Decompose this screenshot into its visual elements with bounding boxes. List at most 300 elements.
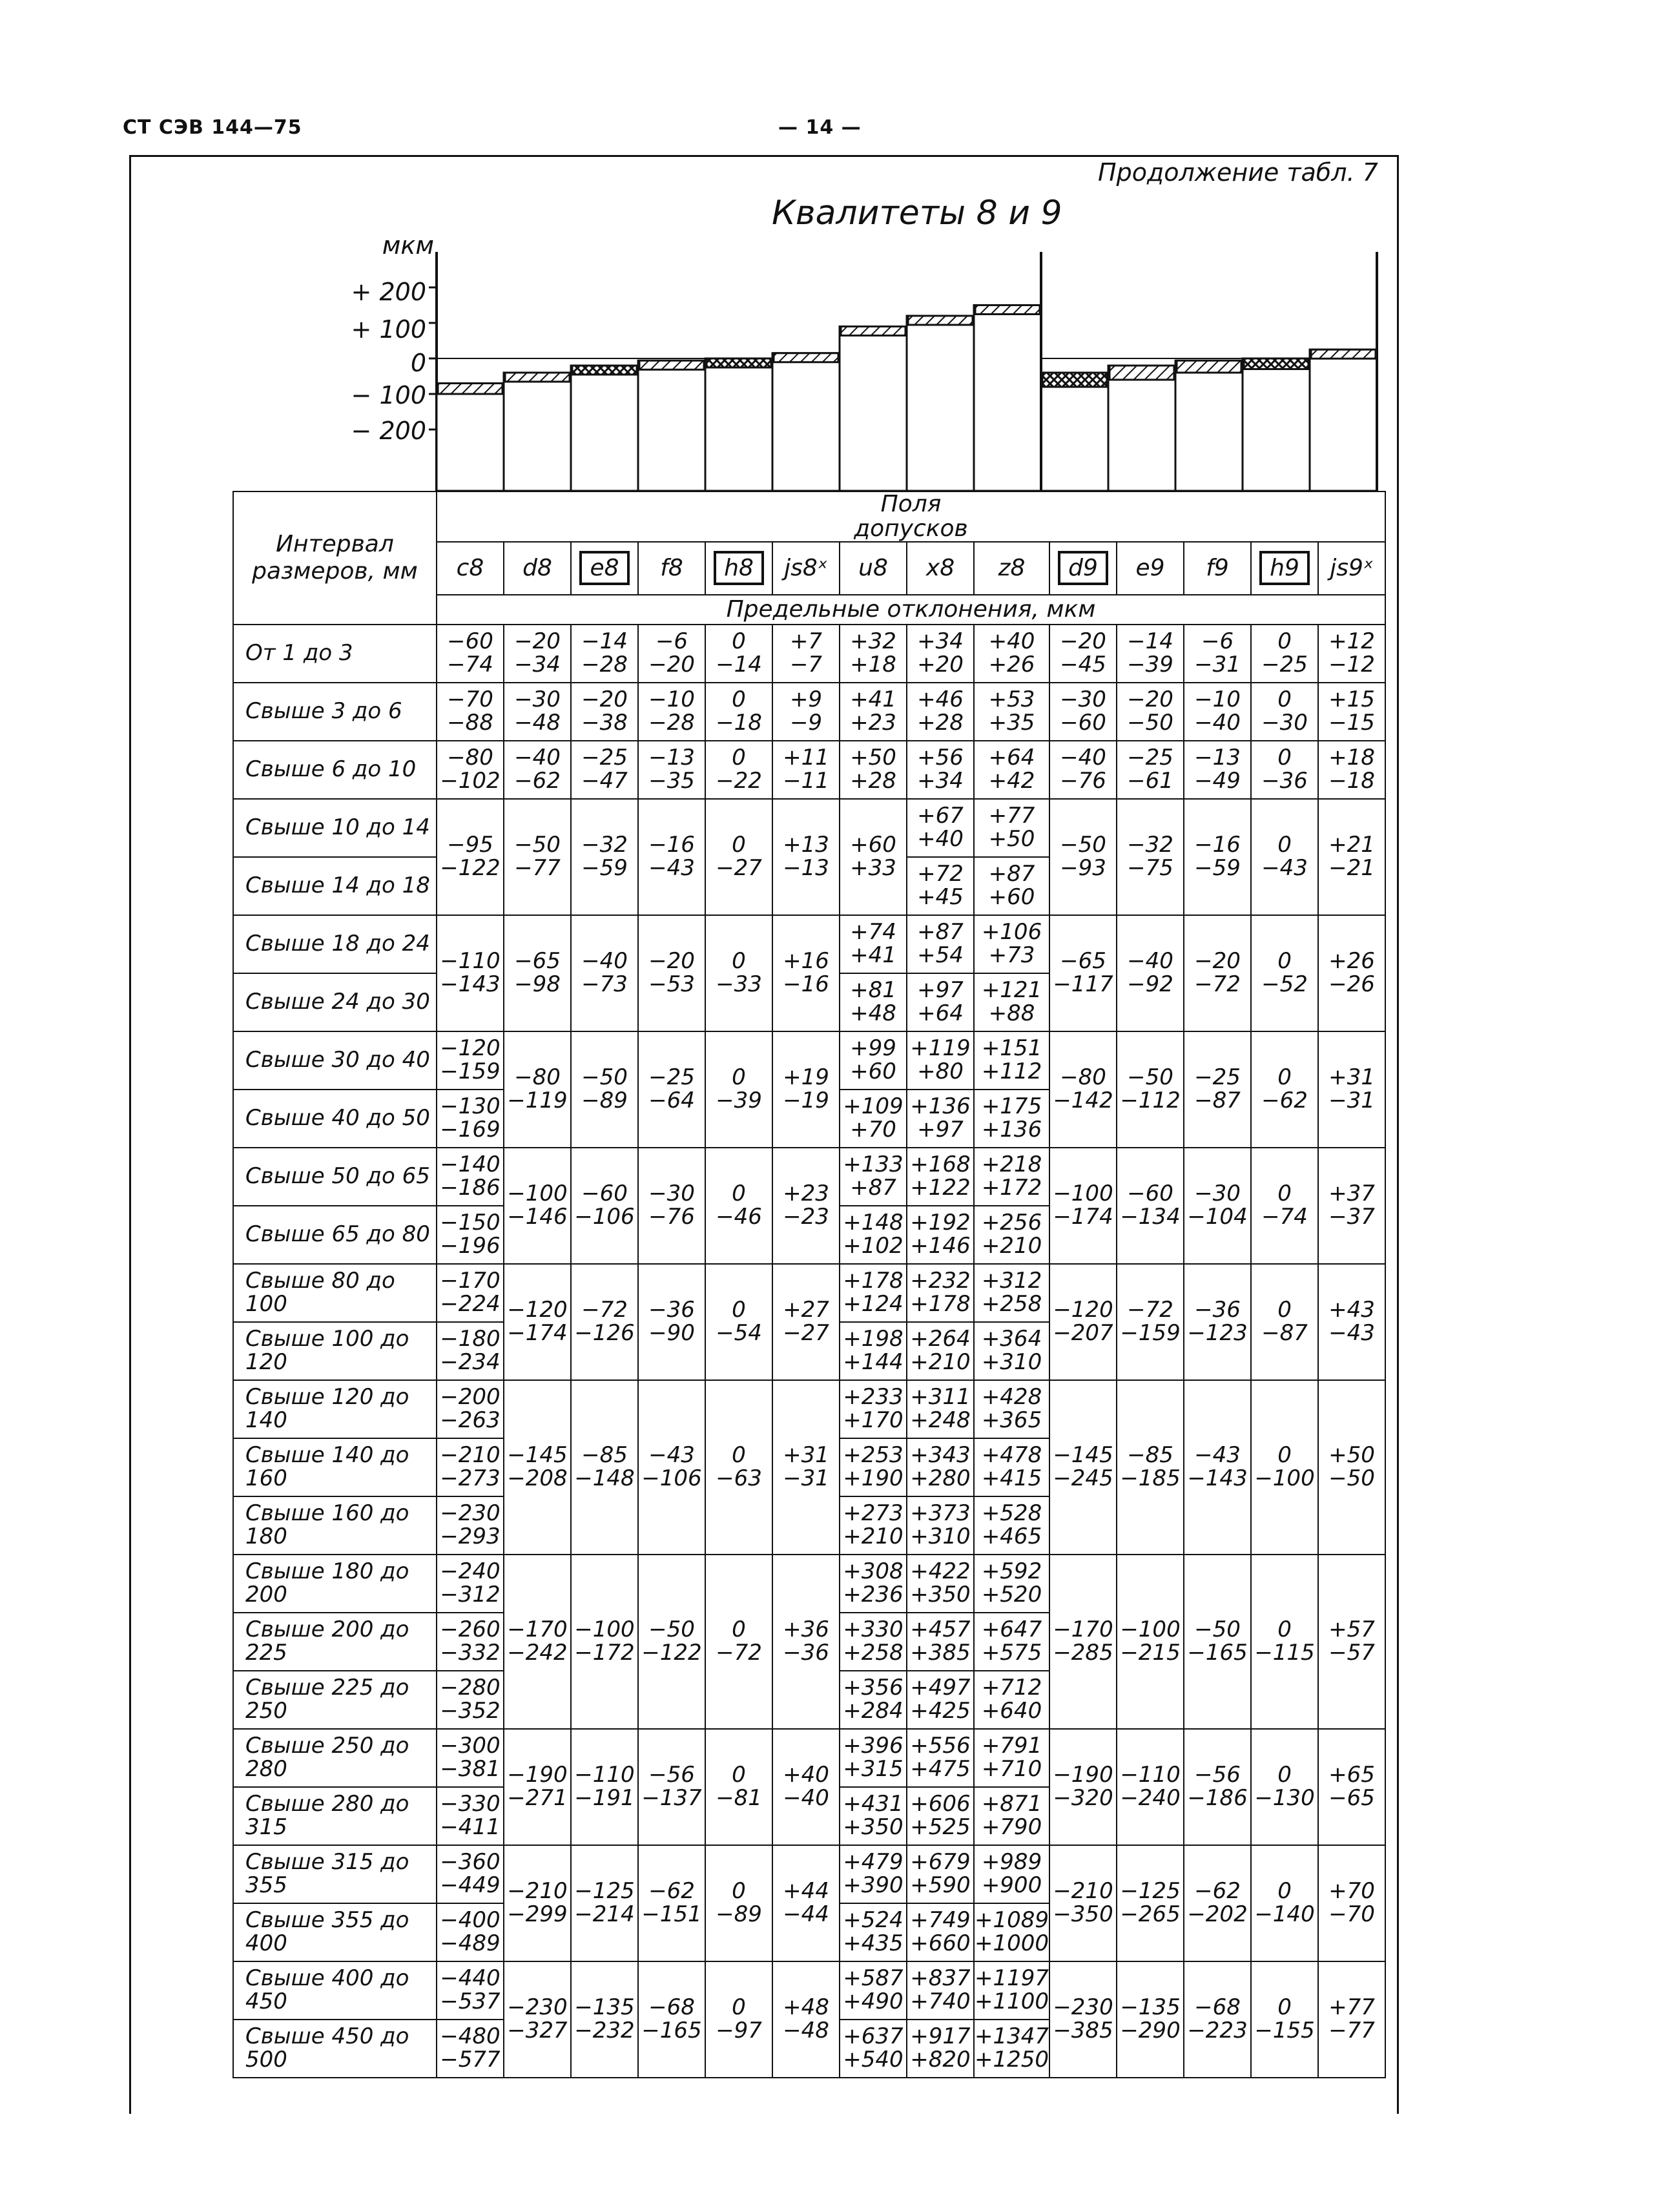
cell-x8: +72 +45 [907, 857, 974, 915]
cell-f9: −25 −87 [1184, 1031, 1251, 1148]
cell-d9: −170 −285 [1049, 1555, 1117, 1729]
tolerance-chart [0, 0, 1663, 491]
cell-h9: 0 −43 [1251, 799, 1318, 915]
tolerance-zone-f9 [1177, 360, 1241, 373]
cell-h9: 0 −30 [1251, 683, 1318, 741]
bar-js9 [1310, 349, 1377, 491]
column-header-u8: u8 [840, 542, 907, 595]
cell-js9: +77 −77 [1318, 1961, 1385, 2078]
cell-e8: −85 −148 [571, 1380, 638, 1555]
cell-f9: −10 −40 [1184, 683, 1251, 741]
y-tick-label: − 200 [351, 417, 426, 445]
cell-c8: −300 −381 [437, 1729, 504, 1787]
cell-h9: 0 −140 [1251, 1845, 1318, 1961]
cell-z8: +121 +88 [974, 973, 1049, 1031]
cell-z8: +364 +310 [974, 1322, 1049, 1380]
cell-f8: −62 −151 [638, 1845, 705, 1961]
cell-x8: +606 +525 [907, 1787, 974, 1845]
tolerance-zone-x8 [908, 316, 973, 325]
cell-f9: −36 −123 [1184, 1264, 1251, 1380]
cell-c8: −400 −489 [437, 1903, 504, 1961]
cell-js9: +50 −50 [1318, 1380, 1385, 1555]
cell-d8: −80 −119 [504, 1031, 571, 1148]
bar-e8 [571, 366, 638, 491]
cell-d8: −190 −271 [504, 1729, 571, 1845]
row-label: Свыше 200 до 225 [233, 1613, 437, 1671]
cell-d9: −80 −142 [1049, 1031, 1117, 1148]
cell-c8: −480 −577 [437, 2020, 504, 2078]
cell-z8: +87 +60 [974, 857, 1049, 915]
cell-x8: +749 +660 [907, 1903, 974, 1961]
cell-x8: +136 +97 [907, 1090, 974, 1148]
cell-f8: −50 −122 [638, 1555, 705, 1729]
cell-d9: −65 −117 [1049, 915, 1117, 1031]
cell-h8: 0 −63 [705, 1380, 772, 1555]
cell-e9: −125 −265 [1117, 1845, 1184, 1961]
column-header-f9: f9 [1184, 542, 1251, 595]
row-label: Свыше 24 до 30 [233, 973, 437, 1031]
row-label: Свыше 140 до 160 [233, 1438, 437, 1496]
cell-h9: 0 −155 [1251, 1961, 1318, 2078]
continuation-note: Продолжение табл. 7 [1098, 158, 1378, 187]
cell-h8: 0 −14 [705, 625, 772, 683]
bar-z8 [974, 305, 1041, 491]
column-header-d8: d8 [504, 542, 571, 595]
cell-d8: −20 −34 [504, 625, 571, 683]
tolerance-zone-f8 [639, 360, 704, 369]
cell-u8: +60 +33 [840, 799, 907, 915]
row-label: Свыше 6 до 10 [233, 741, 437, 799]
tolerance-zone-js9 [1311, 349, 1376, 358]
cell-f9: −6 −31 [1184, 625, 1251, 683]
cell-c8: −70 −88 [437, 683, 504, 741]
page-number: — 14 — [778, 116, 862, 139]
cell-c8: −170 −224 [437, 1264, 504, 1322]
cell-x8: +232 +178 [907, 1264, 974, 1322]
row-label: Свыше 14 до 18 [233, 857, 437, 915]
cell-x8: +457 +385 [907, 1613, 974, 1671]
cell-u8: +356 +284 [840, 1671, 907, 1729]
deviations-header: Предельные отклонения, мкм [437, 595, 1385, 625]
cell-f8: −13 −35 [638, 741, 705, 799]
cell-js9: +65 −65 [1318, 1729, 1385, 1845]
cell-e9: −100 −215 [1117, 1555, 1184, 1729]
cell-z8: +871 +790 [974, 1787, 1049, 1845]
cell-h8: 0 −89 [705, 1845, 772, 1961]
cell-f9: −50 −165 [1184, 1555, 1251, 1729]
cell-e9: −60 −134 [1117, 1148, 1184, 1264]
cell-f8: −68 −165 [638, 1961, 705, 2078]
cell-x8: +497 +425 [907, 1671, 974, 1729]
cell-h8: 0 −18 [705, 683, 772, 741]
cell-d9: −230 −385 [1049, 1961, 1117, 2078]
cell-js8: +36 −36 [772, 1555, 840, 1729]
row-label: Свыше 225 до 250 [233, 1671, 437, 1729]
tolerance-zone-d9 [1042, 373, 1107, 387]
column-header-js9: js9ˣ [1318, 542, 1385, 595]
tolerance-table [232, 491, 1386, 2078]
row-label: Свыше 40 до 50 [233, 1090, 437, 1148]
cell-x8: +97 +64 [907, 973, 974, 1031]
cell-c8: −140 −186 [437, 1148, 504, 1206]
column-header-h8: h8 [705, 542, 772, 595]
cell-c8: −80 −102 [437, 741, 504, 799]
column-header-js8: js8ˣ [772, 542, 840, 595]
cell-d9: −145 −245 [1049, 1380, 1117, 1555]
cell-e8: −72 −126 [571, 1264, 638, 1380]
cell-d8: −145 −208 [504, 1380, 571, 1555]
column-header-e8: e8 [571, 542, 638, 595]
cell-e9: −135 −290 [1117, 1961, 1184, 2078]
cell-x8: +556 +475 [907, 1729, 974, 1787]
cell-e8: −110 −191 [571, 1729, 638, 1845]
tolerance-zone-d8 [505, 373, 570, 382]
cell-u8: +253 +190 [840, 1438, 907, 1496]
cell-c8: −110 −143 [437, 915, 504, 1031]
cell-f8: −20 −53 [638, 915, 705, 1031]
cell-js9: +21 −21 [1318, 799, 1385, 915]
cell-d9: −30 −60 [1049, 683, 1117, 741]
cell-c8: −150 −196 [437, 1206, 504, 1264]
cell-u8: +273 +210 [840, 1496, 907, 1555]
row-label: Свыше 65 до 80 [233, 1206, 437, 1264]
column-header-x8: x8 [907, 542, 974, 595]
bar-x8 [907, 316, 974, 491]
cell-h9: 0 −115 [1251, 1555, 1318, 1729]
cell-h8: 0 −54 [705, 1264, 772, 1380]
cell-h9: 0 −25 [1251, 625, 1318, 683]
tolerance-zone-u8 [841, 327, 905, 336]
bar-js8 [772, 353, 840, 491]
cell-d9: −120 −207 [1049, 1264, 1117, 1380]
cell-f9: −20 −72 [1184, 915, 1251, 1031]
cell-z8: +64 +42 [974, 741, 1049, 799]
cell-e9: −20 −50 [1117, 683, 1184, 741]
cell-d9: −40 −76 [1049, 741, 1117, 799]
cell-z8: +478 +415 [974, 1438, 1049, 1496]
cell-e8: −32 −59 [571, 799, 638, 915]
y-tick-label: + 100 [351, 315, 426, 344]
cell-e9: −25 −61 [1117, 741, 1184, 799]
cell-x8: +168 +122 [907, 1148, 974, 1206]
cell-z8: +989 +900 [974, 1845, 1049, 1903]
row-label: Свыше 250 до 280 [233, 1729, 437, 1787]
cell-d9: −190 −320 [1049, 1729, 1117, 1845]
cell-h9: 0 −87 [1251, 1264, 1318, 1380]
cell-c8: −260 −332 [437, 1613, 504, 1671]
cell-f8: −10 −28 [638, 683, 705, 741]
cell-z8: +53 +35 [974, 683, 1049, 741]
column-header-f8: f8 [638, 542, 705, 595]
cell-js9: +43 −43 [1318, 1264, 1385, 1380]
cell-h9: 0 −36 [1251, 741, 1318, 799]
bar-e9 [1108, 366, 1175, 491]
cell-js8: +27 −27 [772, 1264, 840, 1380]
bar-f9 [1175, 360, 1243, 491]
cell-f9: −30 −104 [1184, 1148, 1251, 1264]
cell-z8: +712 +640 [974, 1671, 1049, 1729]
cell-js9: +57 −57 [1318, 1555, 1385, 1729]
cell-d8: −50 −77 [504, 799, 571, 915]
row-label: Свыше 30 до 40 [233, 1031, 437, 1090]
cell-js8: +16 −16 [772, 915, 840, 1031]
cell-h9: 0 −100 [1251, 1380, 1318, 1555]
row-label: Свыше 180 до 200 [233, 1555, 437, 1613]
cell-e9: −50 −112 [1117, 1031, 1184, 1148]
cell-u8: +330 +258 [840, 1613, 907, 1671]
cell-u8: +198 +144 [840, 1322, 907, 1380]
cell-x8: +373 +310 [907, 1496, 974, 1555]
cell-f9: −62 −202 [1184, 1845, 1251, 1961]
cell-e8: −135 −232 [571, 1961, 638, 2078]
cell-js9: +26 −26 [1318, 915, 1385, 1031]
cell-f8: −16 −43 [638, 799, 705, 915]
cell-z8: +151 +112 [974, 1031, 1049, 1090]
cell-e8: −100 −172 [571, 1555, 638, 1729]
cell-z8: +1089 +1000 [974, 1903, 1049, 1961]
cell-e9: −110 −240 [1117, 1729, 1184, 1845]
cell-d8: −30 −48 [504, 683, 571, 741]
row-label: Свыше 10 до 14 [233, 799, 437, 857]
cell-u8: +431 +350 [840, 1787, 907, 1845]
cell-js8: +23 −23 [772, 1148, 840, 1264]
bar-d8 [504, 373, 571, 491]
cell-c8: −130 −169 [437, 1090, 504, 1148]
cell-h8: 0 −33 [705, 915, 772, 1031]
cell-f8: −56 −137 [638, 1729, 705, 1845]
y-tick-label: + 200 [351, 278, 426, 306]
column-header-z8: z8 [974, 542, 1049, 595]
y-tick-label: 0 [410, 349, 426, 377]
row-label: Свыше 3 до 6 [233, 683, 437, 741]
tolerance-zone-js8 [774, 353, 838, 362]
cell-f8: −36 −90 [638, 1264, 705, 1380]
cell-z8: +312 +258 [974, 1264, 1049, 1322]
row-label: Свыше 100 до 120 [233, 1322, 437, 1380]
cell-f9: −68 −223 [1184, 1961, 1251, 2078]
cell-c8: −210 −273 [437, 1438, 504, 1496]
cell-h8: 0 −22 [705, 741, 772, 799]
cell-d9: −100 −174 [1049, 1148, 1117, 1264]
cell-c8: −200 −263 [437, 1380, 504, 1438]
cell-u8: +587 +490 [840, 1961, 907, 2020]
cell-h8: 0 −27 [705, 799, 772, 915]
cell-d8: −40 −62 [504, 741, 571, 799]
cell-h8: 0 −46 [705, 1148, 772, 1264]
fields-header: Поля допусков [437, 491, 1385, 542]
cell-d9: −210 −350 [1049, 1845, 1117, 1961]
cell-d9: −20 −45 [1049, 625, 1117, 683]
cell-js9: +15 −15 [1318, 683, 1385, 741]
cell-c8: −440 −537 [437, 1961, 504, 2020]
cell-c8: −95 −122 [437, 799, 504, 915]
cell-z8: +106 +73 [974, 915, 1049, 973]
row-label: Свыше 120 до 140 [233, 1380, 437, 1438]
cell-h8: 0 −97 [705, 1961, 772, 2078]
row-label: Свыше 18 до 24 [233, 915, 437, 973]
cell-js8: +9 −9 [772, 683, 840, 741]
bar-c8 [437, 384, 504, 491]
cell-u8: +637 +540 [840, 2020, 907, 2078]
cell-u8: +133 +87 [840, 1148, 907, 1206]
cell-e9: −85 −185 [1117, 1380, 1184, 1555]
cell-u8: +99 +60 [840, 1031, 907, 1090]
cell-u8: +109 +70 [840, 1090, 907, 1148]
cell-d8: −170 −242 [504, 1555, 571, 1729]
bar-h8 [705, 358, 772, 491]
cell-u8: +396 +315 [840, 1729, 907, 1787]
column-header-d9: d9 [1049, 542, 1117, 595]
cell-e8: −60 −106 [571, 1148, 638, 1264]
cell-js8: +7 −7 [772, 625, 840, 683]
cell-js8: +40 −40 [772, 1729, 840, 1845]
cell-f9: −56 −186 [1184, 1729, 1251, 1845]
cell-js8: +48 −48 [772, 1961, 840, 2078]
cell-z8: +175 +136 [974, 1090, 1049, 1148]
cell-z8: +218 +172 [974, 1148, 1049, 1206]
bar-h9 [1243, 358, 1310, 491]
bar-u8 [840, 327, 907, 491]
cell-x8: +119 +80 [907, 1031, 974, 1090]
cell-e8: −14 −28 [571, 625, 638, 683]
cell-z8: +428 +365 [974, 1380, 1049, 1438]
tolerance-zone-h8 [707, 358, 771, 367]
cell-f9: −16 −59 [1184, 799, 1251, 915]
cell-js9: +70 −70 [1318, 1845, 1385, 1961]
cell-c8: −120 −159 [437, 1031, 504, 1090]
cell-x8: +311 +248 [907, 1380, 974, 1438]
cell-x8: +67 +40 [907, 799, 974, 857]
cell-f8: −43 −106 [638, 1380, 705, 1555]
tolerance-zone-e9 [1110, 366, 1174, 380]
y-tick-label: − 100 [351, 381, 426, 409]
cell-d8: −210 −299 [504, 1845, 571, 1961]
column-header-c8: c8 [437, 542, 504, 595]
cell-z8: +1347 +1250 [974, 2020, 1049, 2078]
row-label: Свыше 400 до 450 [233, 1961, 437, 2020]
bar-d9 [1041, 373, 1108, 491]
cell-js9: +31 −31 [1318, 1031, 1385, 1148]
cell-e9: −32 −75 [1117, 799, 1184, 915]
cell-u8: +479 +390 [840, 1845, 907, 1903]
bar-f8 [638, 360, 705, 491]
cell-d8: −120 −174 [504, 1264, 571, 1380]
cell-u8: +74 +41 [840, 915, 907, 973]
cell-z8: +40 +26 [974, 625, 1049, 683]
cell-js8: +11 −11 [772, 741, 840, 799]
row-label: Свыше 450 до 500 [233, 2020, 437, 2078]
row-label: От 1 до 3 [233, 625, 437, 683]
tolerance-zone-e8 [572, 366, 637, 375]
cell-z8: +528 +465 [974, 1496, 1049, 1555]
cell-u8: +32 +18 [840, 625, 907, 683]
cell-u8: +524 +435 [840, 1903, 907, 1961]
cell-f8: −25 −64 [638, 1031, 705, 1148]
cell-c8: −230 −293 [437, 1496, 504, 1555]
cell-u8: +148 +102 [840, 1206, 907, 1264]
cell-x8: +679 +590 [907, 1845, 974, 1903]
cell-z8: +77 +50 [974, 799, 1049, 857]
cell-u8: +233 +170 [840, 1380, 907, 1438]
cell-e8: −20 −38 [571, 683, 638, 741]
cell-c8: −240 −312 [437, 1555, 504, 1613]
cell-js8: +13 −13 [772, 799, 840, 915]
cell-u8: +178 +124 [840, 1264, 907, 1322]
row-label: Свыше 280 до 315 [233, 1787, 437, 1845]
cell-u8: +308 +236 [840, 1555, 907, 1613]
row-label: Свыше 315 до 355 [233, 1845, 437, 1903]
cell-z8: +791 +710 [974, 1729, 1049, 1787]
cell-z8: +1197 +1100 [974, 1961, 1049, 2020]
chart-title: Квалитеты 8 и 9 [772, 194, 1062, 233]
cell-u8: +41 +23 [840, 683, 907, 741]
cell-c8: −180 −234 [437, 1322, 504, 1380]
cell-x8: +56 +34 [907, 741, 974, 799]
cell-u8: +81 +48 [840, 973, 907, 1031]
cell-e9: −72 −159 [1117, 1264, 1184, 1380]
row-label: Свыше 50 до 65 [233, 1148, 437, 1206]
row-label: Свыше 355 до 400 [233, 1903, 437, 1961]
row-label: Свыше 160 до 180 [233, 1496, 437, 1555]
cell-js8: +31 −31 [772, 1380, 840, 1555]
cell-f8: −30 −76 [638, 1148, 705, 1264]
cell-d8: −100 −146 [504, 1148, 571, 1264]
row-label: Свыше 80 до 100 [233, 1264, 437, 1322]
cell-f9: −13 −49 [1184, 741, 1251, 799]
cell-h8: 0 −72 [705, 1555, 772, 1729]
cell-x8: +34 +20 [907, 625, 974, 683]
cell-d8: −65 −98 [504, 915, 571, 1031]
cell-js9: +12 −12 [1318, 625, 1385, 683]
cell-x8: +264 +210 [907, 1322, 974, 1380]
cell-x8: +46 +28 [907, 683, 974, 741]
cell-e9: −40 −92 [1117, 915, 1184, 1031]
column-header-h9: h9 [1251, 542, 1318, 595]
column-header-e9: e9 [1117, 542, 1184, 595]
cell-e8: −125 −214 [571, 1845, 638, 1961]
cell-h8: 0 −39 [705, 1031, 772, 1148]
tolerance-zone-h9 [1244, 358, 1308, 369]
cell-x8: +917 +820 [907, 2020, 974, 2078]
cell-c8: −280 −352 [437, 1671, 504, 1729]
cell-x8: +87 +54 [907, 915, 974, 973]
cell-e8: −40 −73 [571, 915, 638, 1031]
cell-x8: +192 +146 [907, 1206, 974, 1264]
cell-f8: −6 −20 [638, 625, 705, 683]
cell-e9: −14 −39 [1117, 625, 1184, 683]
tolerance-zone-c8 [438, 384, 502, 395]
cell-u8: +50 +28 [840, 741, 907, 799]
y-axis-unit: мкм [382, 231, 434, 260]
cell-js9: +18 −18 [1318, 741, 1385, 799]
cell-d8: −230 −327 [504, 1961, 571, 2078]
tolerance-zone-z8 [975, 305, 1040, 315]
cell-e8: −25 −47 [571, 741, 638, 799]
cell-js8: +19 −19 [772, 1031, 840, 1148]
cell-x8: +422 +350 [907, 1555, 974, 1613]
cell-h9: 0 −130 [1251, 1729, 1318, 1845]
cell-x8: +343 +280 [907, 1438, 974, 1496]
cell-h9: 0 −74 [1251, 1148, 1318, 1264]
cell-c8: −330 −411 [437, 1787, 504, 1845]
cell-js8: +44 −44 [772, 1845, 840, 1961]
interval-header: Интервал размеров, мм [233, 491, 437, 625]
cell-h9: 0 −62 [1251, 1031, 1318, 1148]
cell-x8: +837 +740 [907, 1961, 974, 2020]
cell-c8: −360 −449 [437, 1845, 504, 1903]
cell-z8: +647 +575 [974, 1613, 1049, 1671]
cell-z8: +256 +210 [974, 1206, 1049, 1264]
